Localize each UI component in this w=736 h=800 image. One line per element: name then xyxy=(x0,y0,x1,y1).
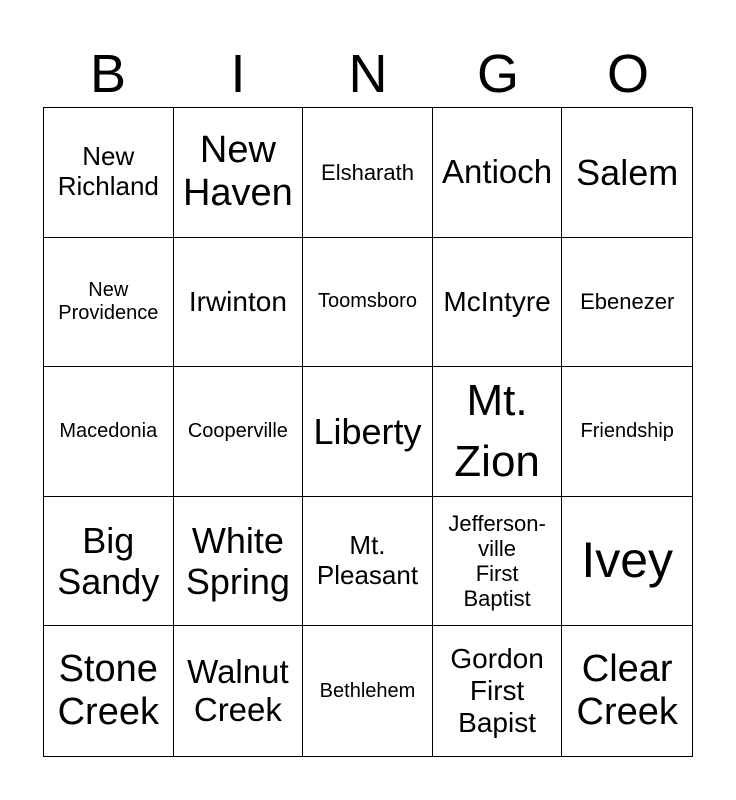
cell-label: Macedonia xyxy=(59,419,158,442)
cell-label: Elsharath xyxy=(321,159,414,185)
bingo-cell[interactable] xyxy=(433,108,563,238)
header-letter-o: O xyxy=(606,44,649,104)
cell-label: Irwinton xyxy=(188,285,287,317)
bingo-cell[interactable] xyxy=(174,626,304,756)
cell-label: Antioch xyxy=(442,153,553,191)
cell-label: McIntyre xyxy=(443,285,551,317)
bingo-cell[interactable] xyxy=(562,497,692,627)
cell-label: Walnut Creek xyxy=(187,653,289,729)
cell-label: Bethlehem xyxy=(319,679,416,702)
bingo-cell[interactable] xyxy=(562,367,692,497)
bingo-cell[interactable] xyxy=(174,108,304,238)
bingo-cell[interactable] xyxy=(44,238,174,368)
bingo-cell[interactable] xyxy=(303,238,433,368)
bingo-header xyxy=(43,40,693,108)
bingo-cell[interactable] xyxy=(303,626,433,756)
cell-label: Liberty xyxy=(313,410,422,452)
bingo-cell[interactable] xyxy=(433,626,563,756)
bingo-grid xyxy=(43,107,693,757)
cell-label: Toomsboro xyxy=(318,290,417,313)
bingo-cell[interactable] xyxy=(44,626,174,756)
bingo-cell[interactable] xyxy=(174,238,304,368)
cell-label: Big Sandy xyxy=(57,519,160,603)
bingo-cell[interactable] xyxy=(433,367,563,497)
cell-label: Gordon First Bapist xyxy=(450,642,544,739)
cell-label: Jefferson- ville First Baptist xyxy=(448,510,546,612)
bingo-cell[interactable] xyxy=(44,367,174,497)
cell-label: Friendship xyxy=(580,419,674,442)
bingo-cell[interactable] xyxy=(562,108,692,238)
cell-label: Salem xyxy=(576,151,679,193)
bingo-cell[interactable] xyxy=(562,626,692,756)
bingo-cell[interactable] xyxy=(44,497,174,627)
bingo-cell[interactable] xyxy=(174,367,304,497)
cell-label: Ivey xyxy=(581,532,674,589)
bingo-cell[interactable] xyxy=(303,108,433,238)
header-letter-b: B xyxy=(89,44,127,104)
bingo-cell[interactable] xyxy=(562,238,692,368)
cell-label: Cooperville xyxy=(187,419,288,442)
cell-label: Mt. Pleasant xyxy=(316,530,419,591)
cell-label: New Richland xyxy=(57,141,159,202)
header-letter-i: I xyxy=(230,44,246,104)
bingo-cell[interactable] xyxy=(433,238,563,368)
cell-label: Clear Creek xyxy=(576,647,678,734)
cell-label: Stone Creek xyxy=(57,647,159,734)
header-letter-n: N xyxy=(348,44,388,104)
bingo-cell[interactable] xyxy=(44,108,174,238)
cell-label: Mt. Zion xyxy=(454,375,540,487)
bingo-cell[interactable] xyxy=(303,497,433,627)
header-letter-g: G xyxy=(476,44,519,104)
cell-label: New Haven xyxy=(182,128,293,215)
cell-label: Ebenezer xyxy=(580,289,675,315)
cell-label: White Spring xyxy=(185,519,290,603)
bingo-cell[interactable] xyxy=(303,367,433,497)
bingo-cell[interactable] xyxy=(174,497,304,627)
cell-label: New Providence xyxy=(58,278,159,324)
bingo-cell[interactable] xyxy=(433,497,563,627)
